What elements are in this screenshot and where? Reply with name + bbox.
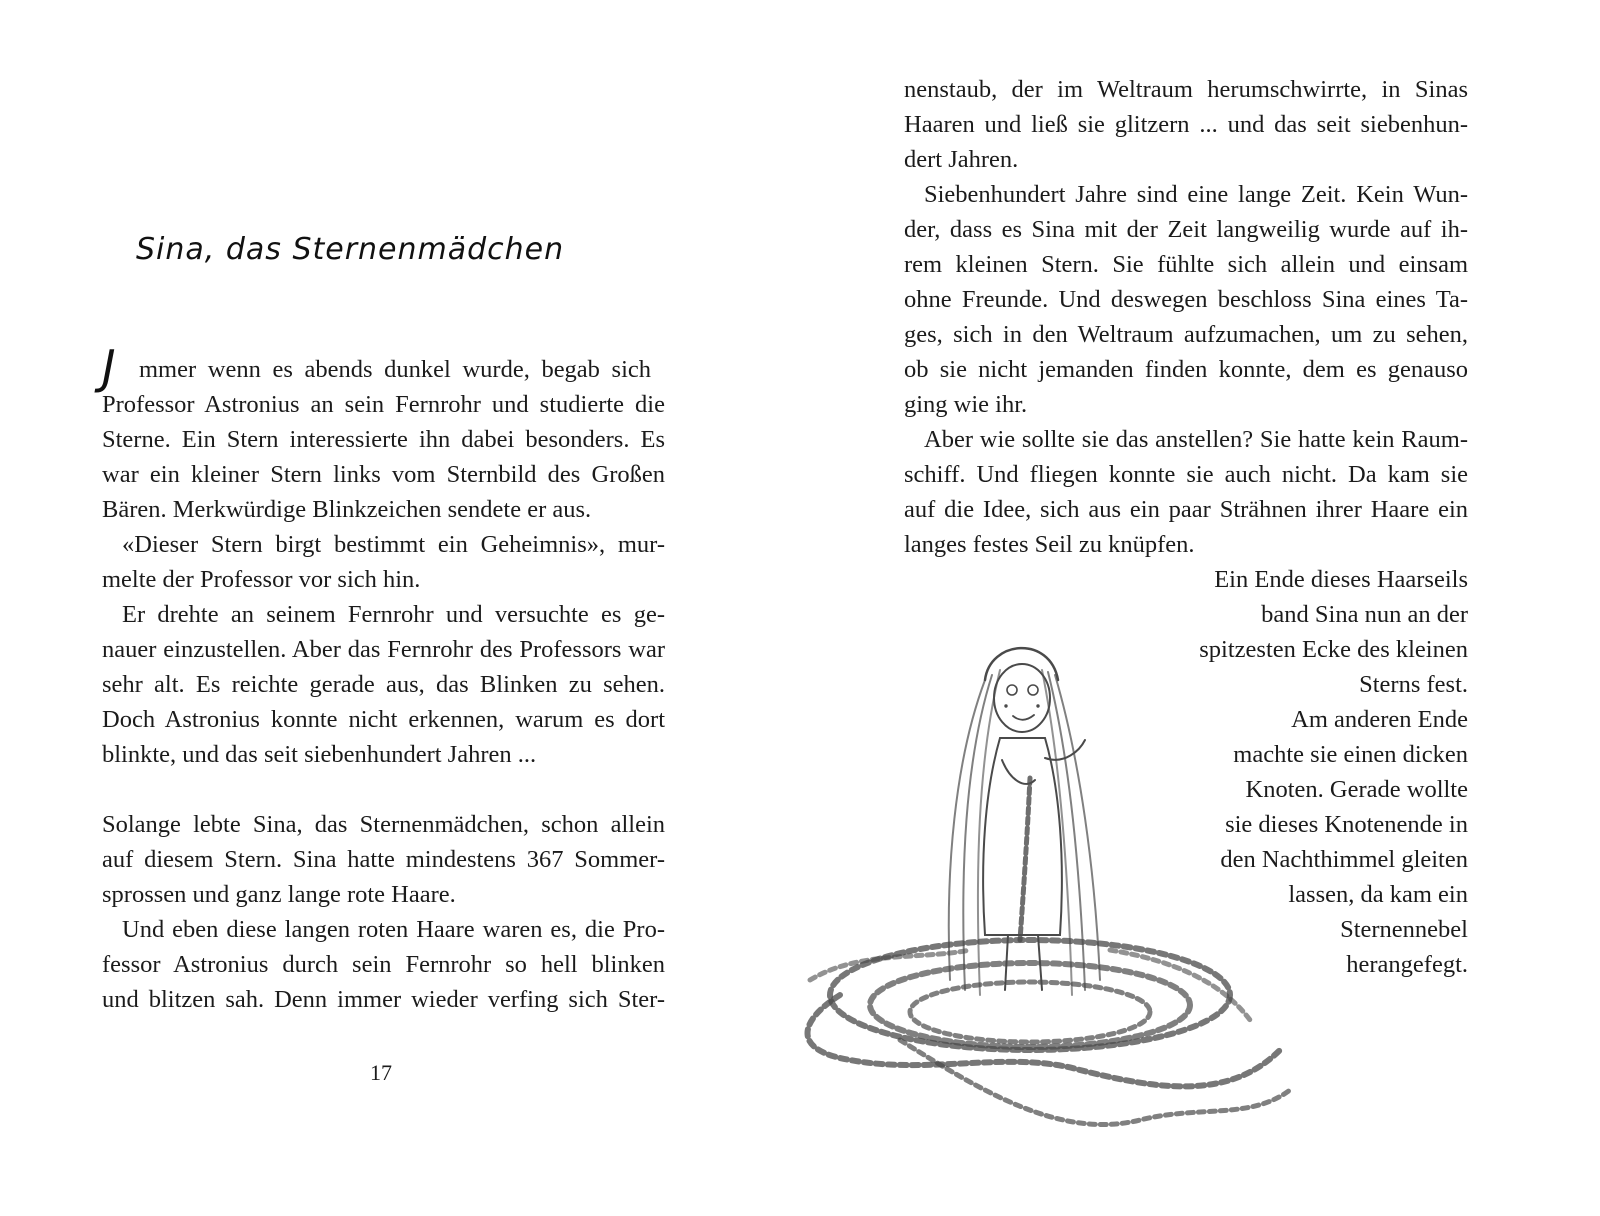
- text-line: blinkte, und das seit siebenhundert Jahren ...: [102, 741, 537, 768]
- right-body-text: [904, 72, 1468, 562]
- text-line: herangefegt.: [1346, 951, 1468, 978]
- text-line: nauer einzustellen. Aber das Fernrohr des Professors war: [102, 636, 665, 663]
- text-line: Aber wie sollte sie das anstellen? Sie hatte kein Raum-: [924, 426, 1468, 453]
- text-line: Und eben diese langen roten Haare waren es, die Pro-: [122, 916, 665, 943]
- sina-illustration: [780, 620, 1300, 1150]
- text-line: spitzesten Ecke des kleinen: [1199, 636, 1468, 663]
- text-line: Doch Astronius konnte nicht erkennen, warum es dort: [102, 706, 665, 733]
- left-body-text: [102, 340, 665, 1017]
- text-line: langes festes Seil zu knüpfen.: [904, 531, 1195, 558]
- text-line: ob sie nicht jemanden finden konnte, dem es genauso: [904, 356, 1468, 383]
- text-line: auf die Idee, sich aus ein paar Strähnen ihrer Haare ein: [904, 496, 1468, 523]
- text-line: auf diesem Stern. Sina hatte mindestens 367 Sommer-: [102, 846, 665, 873]
- text-line: ges, sich in den Weltraum aufzumachen, um zu sehen,: [904, 321, 1468, 348]
- text-line: Siebenhundert Jahre sind eine lange Zeit. Kein Wun-: [924, 181, 1468, 208]
- text-line: nenstaub, der im Weltraum herumschwirrte, in Sinas: [904, 76, 1468, 103]
- text-line: Am anderen Ende: [1291, 706, 1468, 733]
- text-line: Solange lebte Sina, das Sternenmädchen, schon allein: [102, 811, 665, 838]
- text-line: lassen, da kam ein: [1288, 881, 1468, 908]
- text-line: dert Jahren.: [904, 146, 1019, 173]
- text-line: Ein Ende dieses Haarseils: [1214, 566, 1468, 593]
- text-line: Professor Astronius an sein Fernrohr und studierte die: [102, 391, 665, 418]
- text-line: melte der Professor vor sich hin.: [102, 566, 421, 593]
- text-line: machte sie einen dicken: [1233, 741, 1468, 768]
- text-line: Bären. Merkwürdige Blinkzeichen sendete er aus.: [102, 496, 592, 523]
- chapter-title: Sina, das Sternenmädchen: [136, 232, 565, 267]
- dropcap: J: [102, 340, 116, 394]
- text-line: rem kleinen Stern. Sie fühlte sich allein und einsam: [904, 251, 1468, 278]
- page-number: 17: [370, 1060, 392, 1085]
- text-line: [102, 340, 665, 394]
- text-line: der, dass es Sina mit der Zeit langweilig wurde auf ih-: [904, 216, 1468, 243]
- text-line: Knoten. Gerade wollte: [1245, 776, 1468, 803]
- text-line: ohne Freunde. Und deswegen beschloss Sina eines Ta-: [904, 286, 1468, 313]
- text-line: [102, 772, 665, 807]
- text-line: sie dieses Knotenende in: [1225, 811, 1468, 838]
- right-page: [800, 0, 1600, 1216]
- text-line: Sternennebel: [1340, 916, 1468, 943]
- text-line: band Sina nun an der: [1261, 601, 1468, 628]
- text-line: ging wie ihr.: [904, 391, 1028, 418]
- text-line: «Dieser Stern birgt bestimmt ein Geheimnis», mur-: [122, 531, 665, 558]
- text-line: Er drehte an seinem Fernrohr und versuchte es ge-: [122, 601, 665, 628]
- text-line-content: mmer wenn es abends dunkel wurde, begab sich: [139, 356, 652, 383]
- text-line: Sterns fest.: [1359, 671, 1468, 698]
- text-line: sprossen und ganz lange rote Haare.: [102, 881, 456, 908]
- text-line: schiff. Und fliegen konnte sie auch nicht. Da kam sie: [904, 461, 1468, 488]
- text-line: fessor Astronius durch sein Fernrohr so hell blinken: [102, 951, 665, 978]
- text-line: sehr alt. Es reichte gerade aus, das Blinken zu sehen.: [102, 671, 665, 698]
- text-line: Sterne. Ein Stern interessierte ihn dabei besonders. Es: [102, 426, 665, 453]
- text-line: und blitzen sah. Denn immer wieder verfing sich Ster-: [102, 986, 665, 1013]
- text-line: war ein kleiner Stern links vom Sternbild des Großen: [102, 461, 665, 488]
- text-line: Haaren und ließ sie glitzern ... und das seit siebenhun-: [904, 111, 1468, 138]
- text-line: den Nachthimmel gleiten: [1220, 846, 1468, 873]
